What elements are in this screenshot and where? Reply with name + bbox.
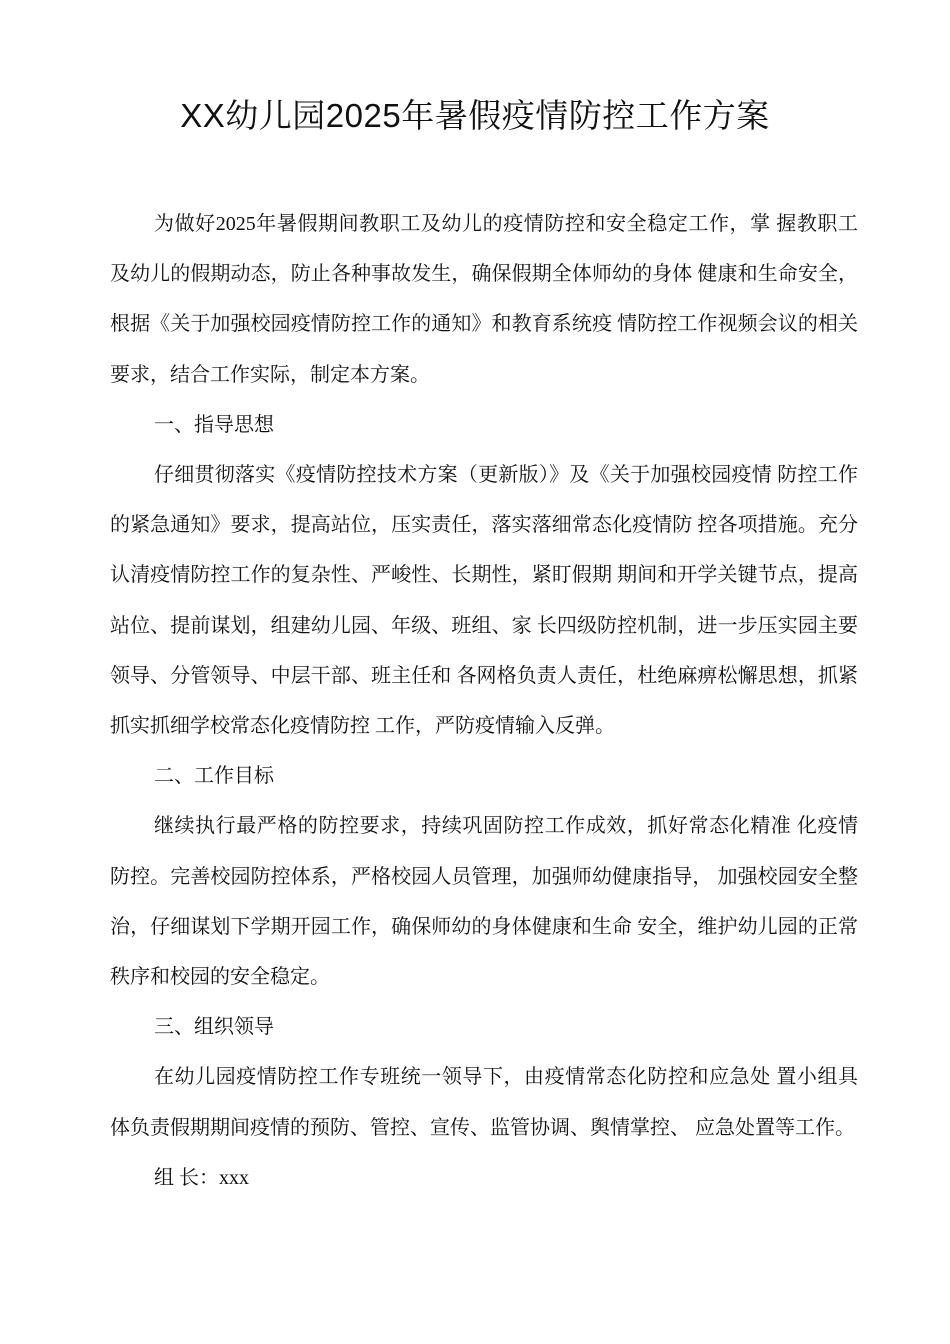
section-heading-organization: 三、组织领导 bbox=[154, 1016, 274, 1039]
organization-paragraph: 在幼儿园疫情防控工作专班统一领导下，由疫情常态化防控和应急处 置小组具体负责假期期间疫情的预防、管控、宣传、监管协调、舆情掌控、 应急处置等工作。 bbox=[110, 1066, 858, 1139]
document-body bbox=[110, 199, 858, 1203]
section-heading-work-goals: 二、工作目标 bbox=[154, 765, 274, 788]
team-leader-line: 组 长：xxx bbox=[154, 1166, 249, 1189]
section-heading-guiding-thought: 一、指导思想 bbox=[154, 413, 274, 436]
work-goals-paragraph: 继续执行最严格的防控要求，持续巩固防控工作成效，抓好常态化精准 化疫情防控。完善校园防控体系，严格校园人员管理，加强师幼健康指导， 加强校园安全整治，仔细谋划下学期开园工作，确保师幼的身体健康和生命 安全，维护幼儿园的正常秩序和校园的安全稳定。 bbox=[110, 815, 858, 989]
intro-paragraph: 为做好2025年暑假期间教职工及幼儿的疫情防控和安全稳定工作，掌 握教职工及幼儿的假期动态，防止各种事故发生，确保假期全体师幼的身体 健康和生命安全，根据《关于加强校园疫情防控工作的通知》和教育系统疫 情防控工作视频会议的相关要求，结合工作实际，制定本方案。 bbox=[110, 213, 858, 386]
document-title: XX幼儿园2025年暑假疫情防控工作方案 bbox=[180, 97, 770, 134]
guiding-thought-paragraph: 仔细贯彻落实《疫情防控技术方案（更新版）》及《关于加强校园疫情 防控工作的紧急通知》要求，提高站位，压实责任，落实落细常态化疫情防 控各项措施。充分认清疫情防控工作的复杂性、严峻性、长期性，紧盯假期 期间和开学关键节点，提高站位、提前谋划，组建幼儿园、年级、班组、家 长四级防控机制，进一步压实园主要领导、分管领导、中层干部、班主任和 各网格负责人责任，杜绝麻痹松懈思想，抓紧抓实抓细学校常态化疫情防控 工作，严防疫情输入反弹。 bbox=[110, 464, 858, 738]
